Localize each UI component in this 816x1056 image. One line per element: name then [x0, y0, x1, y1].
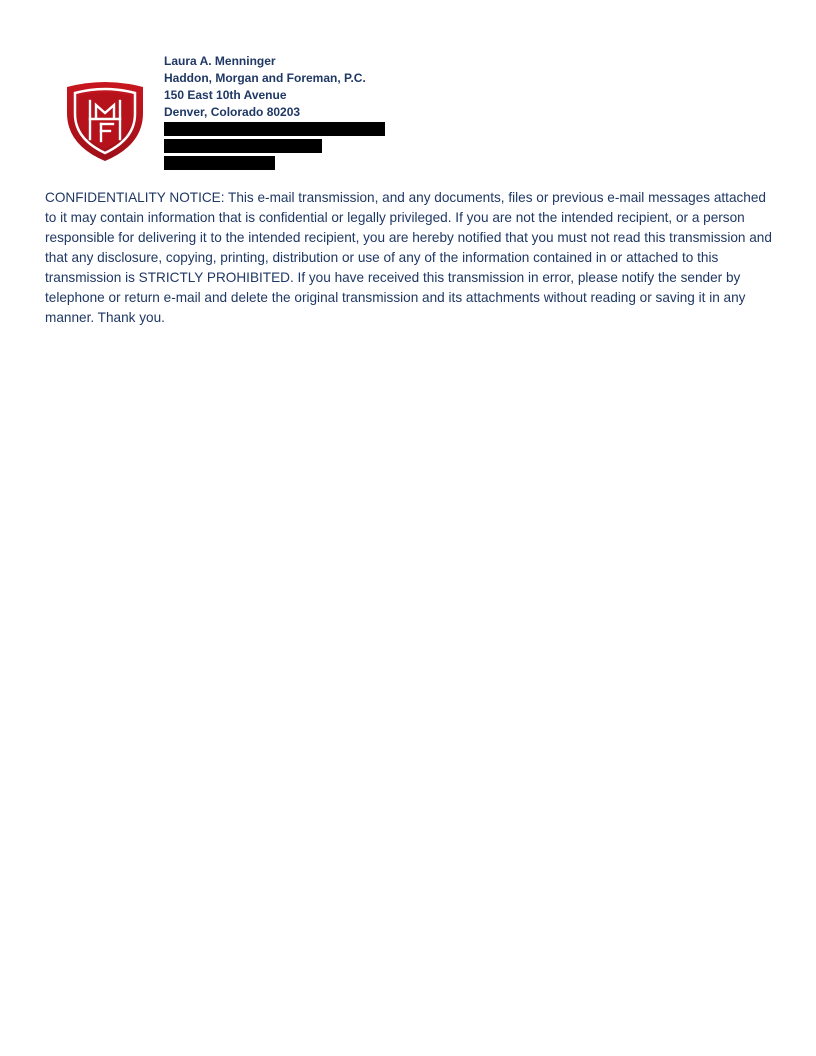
redaction-bar	[164, 156, 275, 170]
signature-firm: Haddon, Morgan and Foreman, P.C.	[164, 71, 366, 85]
confidentiality-notice: CONFIDENTIALITY NOTICE: This e-mail transmission, and any documents, files or previous e-mail messages attached to it may contain information that is confidential or legally privileged. If you are not the intended recipient, or a person responsible for delivering it to the intended recipient, you are hereby notified that you must not read this transmission and that any disclosure, copying, printing, distribution or use of any of the information contained in or attached to this transmission is STRICTLY PROHIBITED. If you have received this transmission in error, please notify the sender by telephone or return e-mail and delete the original transmission and its attachments without reading or saving it in any manner. Thank you.	[45, 190, 772, 325]
redaction-bar	[164, 122, 385, 136]
signature-city: Denver, Colorado 80203	[164, 105, 301, 119]
hmf-shield-logo-icon	[63, 79, 147, 162]
email-signature-block	[164, 53, 424, 121]
signature-address: 150 East 10th Avenue	[164, 88, 287, 102]
signature-name: Laura A. Menninger	[164, 54, 276, 68]
redaction-bar	[164, 139, 322, 153]
